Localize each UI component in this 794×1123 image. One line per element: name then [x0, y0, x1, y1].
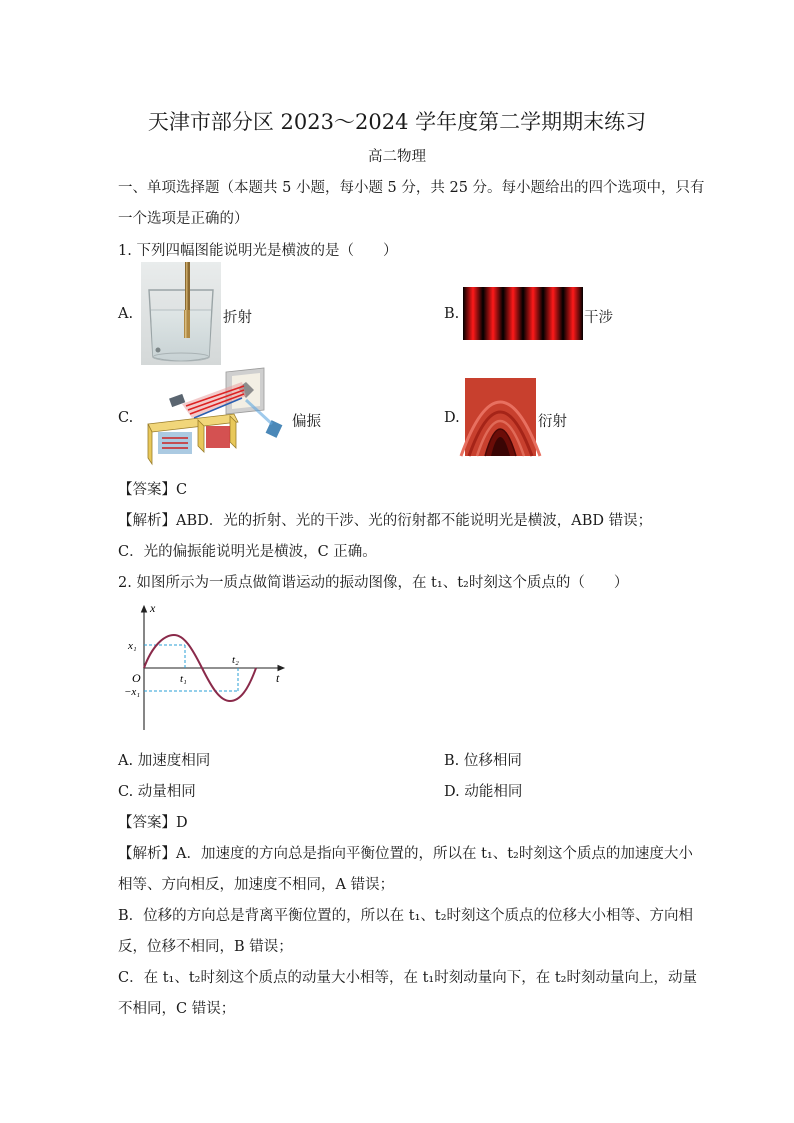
q2-stem: 2. 如图所示为一质点做简谐运动的振动图像，在 t₁、t₂时刻这个质点的（ ） [118, 575, 629, 591]
q2-answer: 【答案】D [118, 815, 188, 831]
page-subtitle: 高二物理 [368, 149, 426, 165]
t2-label: t₂ [232, 654, 239, 666]
q1-option-d-caption: 衍射 [538, 414, 567, 430]
oscillation-graph [126, 598, 296, 734]
q2-option-d: D. 动能相同 [444, 784, 523, 800]
q1-analysis-line1: 【解析】ABD．光的折射、光的干涉、光的衍射都不能说明光是横波，ABD 错误； [118, 513, 653, 529]
origin-label: O [132, 671, 141, 685]
q2-analysis-line2: 相等、方向相反，加速度不相同，A 错误； [118, 877, 395, 893]
q1-analysis-line2: C．光的偏振能说明光是横波，C 正确。 [118, 544, 377, 560]
section-heading-line1: 一、单项选择题（本题共 5 小题，每小题 5 分，共 25 分。每小题给出的四个选项中，只有 [118, 180, 705, 196]
x1-label: x₁ [128, 640, 137, 652]
neg-x1-label: −x₁ [124, 686, 141, 698]
q2-analysis-line5: C．在 t₁、t₂时刻这个质点的动量大小相等，在 t₁时刻动量向下，在 t₂时刻动量向上，动量 [118, 970, 697, 986]
q1-option-b-letter: B. [444, 306, 460, 322]
q2-analysis-line3: B．位移的方向总是背离平衡位置的，所以在 t₁、t₂时刻这个质点的位移大小相等、方向相 [118, 908, 694, 924]
axis-x-label: t [276, 671, 280, 685]
page-title: 天津市部分区 2023～2024 学年度第二学期期末练习 [147, 110, 647, 134]
axis-y-label: x [150, 601, 156, 615]
diffraction-image [465, 378, 536, 456]
q2-analysis-line6: 不相同，C 错误； [118, 1001, 236, 1017]
q1-option-d-letter: D. [444, 410, 460, 426]
q2-analysis-line4: 反，位移不相同，B 错误； [118, 939, 293, 955]
q1-answer: 【答案】C [118, 482, 188, 498]
q1-option-b-caption: 干涉 [584, 310, 613, 326]
q2-option-a: A. 加速度相同 [118, 753, 211, 769]
q2-option-c: C. 动量相同 [118, 784, 196, 800]
q2-analysis-line1: 【解析】A．加速度的方向总是指向平衡位置的，所以在 t₁、t₂时刻这个质点的加速度大小 [118, 846, 693, 862]
q1-option-a-letter: A. [118, 306, 134, 322]
q1-option-c-caption: 偏振 [292, 414, 321, 430]
t1-label: t₁ [180, 673, 187, 685]
q1-option-a-caption: 折射 [223, 310, 252, 326]
interference-fringes-image [465, 287, 582, 340]
section-heading-line2: 一个选项是正确的） [118, 211, 249, 227]
q1-option-c-letter: C. [118, 410, 134, 426]
q1-stem: 1. 下列四幅图能说明光是横波的是（ ） [118, 243, 398, 259]
q2-option-b: B. 位移相同 [444, 753, 522, 769]
refraction-image [141, 262, 221, 365]
polarization-image [142, 366, 290, 466]
